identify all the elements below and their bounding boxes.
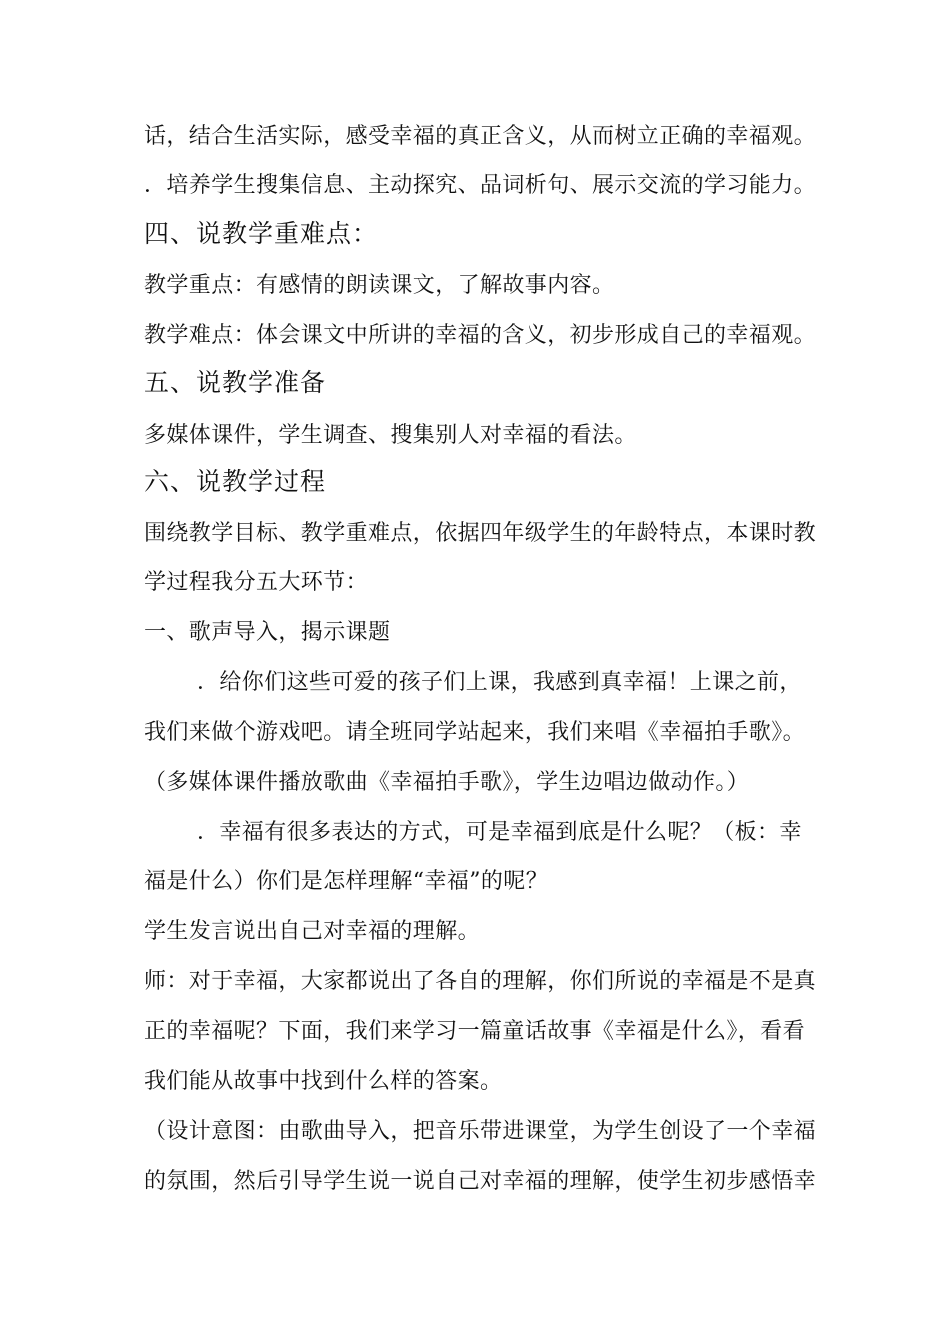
text-line: 师：对于幸福，大家都说出了各自的理解，你们所说的幸福是不是真 (144, 969, 817, 994)
objective-item: ．培养学生搜集信息、主动探究、品词析句、展示交流的学习能力。 (144, 173, 817, 198)
text-line: （多媒体课件播放歌曲《幸福拍手歌》，学生边唱边做动作。） (144, 770, 750, 795)
key-point: 教学重点：有感情的朗读课文，了解故事内容。 (144, 273, 615, 298)
section-heading: 五、说教学准备 (144, 368, 327, 397)
text-line: 我们来做个游戏吧。请全班同学站起来，我们来唱《幸福拍手歌》。 (144, 720, 806, 745)
difficult-point: 教学难点：体会课文中所讲的幸福的含义，初步形成自己的幸福观。 (144, 323, 817, 348)
section-heading: 六、说教学过程 (144, 467, 327, 496)
text-line: ．幸福有很多表达的方式，可是幸福到底是什么呢？（板：幸 (197, 820, 802, 845)
text-line: （设计意图：由歌曲导入，把音乐带进课堂，为学生创设了一个幸福 (144, 1119, 817, 1144)
text-line: 的氛围，然后引导学生说一说自己对幸福的理解，使学生初步感悟幸 (144, 1169, 817, 1194)
text-line: ．给你们这些可爱的孩子们上课，我感到真幸福！上课之前， (197, 670, 802, 695)
text-line: 福是什么）你们是怎样理解“幸福”的呢？ (144, 869, 549, 894)
text-line: 学过程我分五大环节： (144, 570, 369, 595)
text-line: 围绕教学目标、教学重难点，依据四年级学生的年龄特点，本课时教 (144, 521, 817, 546)
text-line: 我们能从故事中找到什么样的答案。 (144, 1069, 503, 1094)
text-line: 话，结合生活实际，感受幸福的真正含义，从而树立正确的幸福观。 (144, 124, 817, 149)
section-heading: 四、说教学重难点： (144, 219, 379, 248)
text-line: 多媒体课件，学生调查、搜集别人对幸福的看法。 (144, 423, 637, 448)
text-line: 正的幸福呢？下面，我们来学习一篇童话故事《幸福是什么》，看看 (144, 1019, 806, 1044)
text-line: 学生发言说出自己对幸福的理解。 (144, 919, 481, 944)
subsection-heading: 一、歌声导入，揭示课题 (144, 620, 391, 645)
